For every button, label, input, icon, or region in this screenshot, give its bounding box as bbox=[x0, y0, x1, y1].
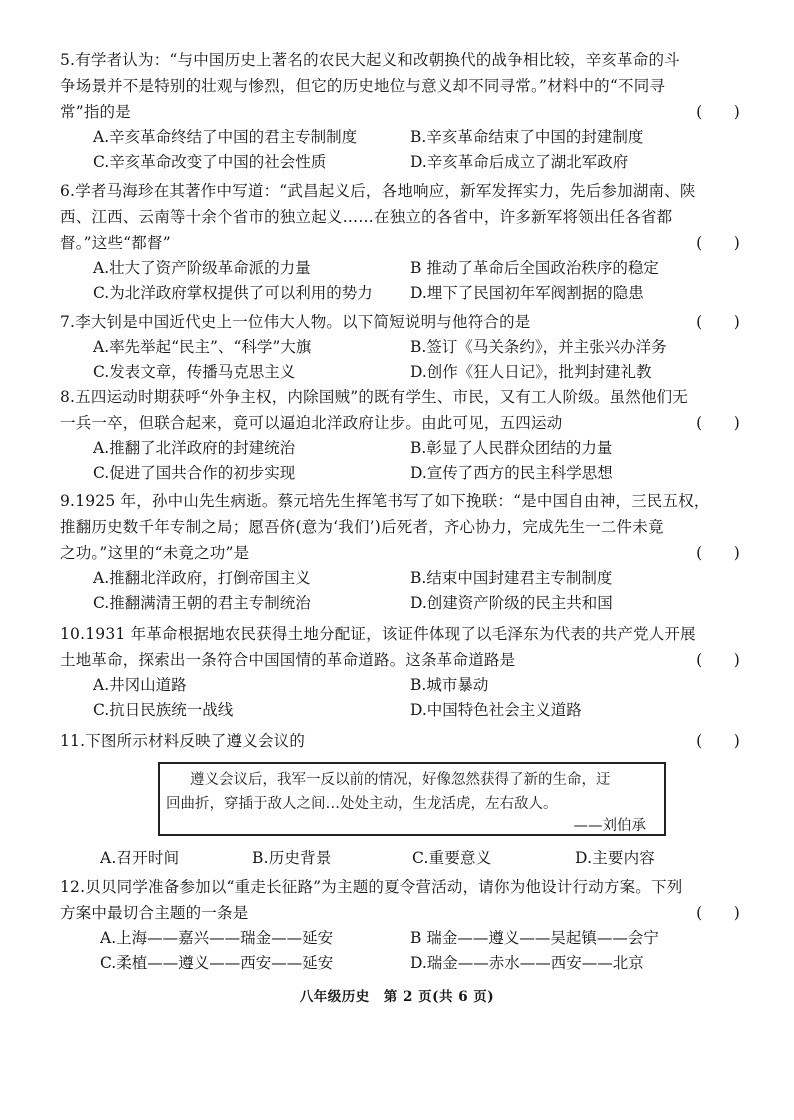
question-10-line-1: 10.1931 年革命根据地农民获得土地分配证，该证件体现了以毛泽东为代表的共产党人开展 bbox=[60, 625, 696, 643]
question-12-option-b[interactable]: B 瑞金——遵义——吴起镇——会宁 bbox=[410, 929, 659, 947]
question-5-line-3-text: 常”指的是 bbox=[60, 103, 131, 121]
question-11-options bbox=[60, 845, 740, 871]
question-11-line-1-text: 11.下图所示材料反映了遵义会议的 bbox=[60, 732, 306, 750]
question-7-options bbox=[60, 335, 740, 385]
question-7-option-b[interactable]: B.签订《马关条约》，并主张兴办洋务 bbox=[410, 338, 667, 356]
question-9-line-1: 9.1925 年，孙中山先生病逝。蔡元培先生挥笔书写了如下挽联：“是中国自由神，三民五权， bbox=[60, 492, 710, 510]
answer-paren: ( ) bbox=[696, 544, 740, 562]
question-8-line-2-text: 一兵一卒，但联合起来，竟可以逼迫北洋政府让步。由此可见，五四运动 bbox=[60, 414, 563, 432]
question-6-option-d[interactable]: D.埋下了民国初年军阀割据的隐患 bbox=[410, 284, 644, 302]
question-6-line-3-text: 督。”这些“都督” bbox=[60, 234, 171, 252]
question-12-option-c[interactable]: C.柔植——遵义——西安——延安 bbox=[100, 954, 334, 972]
question-5-line-3 bbox=[60, 99, 740, 125]
question-12-option-a[interactable]: A.上海——嘉兴——瑞金——延安 bbox=[100, 929, 334, 947]
question-8-option-b[interactable]: B.彰显了人民群众团结的力量 bbox=[410, 439, 613, 457]
question-6-line-2: 西、江西、云南等十余个省市的独立起义……在独立的各省中，许多新军将领出任各省都 bbox=[60, 208, 673, 226]
question-8-option-d[interactable]: D.宣传了西方的民主科学思想 bbox=[410, 464, 613, 482]
quote-line-1: 遵义会议后，我军一反以前的情况，好像忽然获得了新的生命，迂 bbox=[190, 772, 611, 788]
question-9-line-2: 推翻历史数千年专制之局；愿吾侪(意为‘我们’)后死者，齐心协力，完成先生一二件未竟 bbox=[60, 518, 664, 536]
question-9-options bbox=[60, 566, 740, 616]
question-6-options bbox=[60, 256, 740, 306]
question-10-options bbox=[60, 673, 740, 723]
question-5-line-2: 争场景并不是特别的壮观与惨烈，但它的历史地位与意义却不同寻常。”材料中的“不同寻 bbox=[60, 77, 666, 95]
page-footer: 八年级历史 第 2 页(共 6 页) bbox=[299, 989, 495, 1005]
question-10-line-2-text: 土地革命，探索出一条符合中国国情的革命道路。这条革命道路是 bbox=[60, 651, 516, 669]
question-6-option-c[interactable]: C.为北洋政府掌权提供了可以利用的势力 bbox=[93, 284, 373, 302]
question-12-line-2 bbox=[60, 900, 740, 926]
question-11-option-a[interactable]: A.召开时间 bbox=[100, 849, 180, 867]
question-5-option-a[interactable]: A.辛亥革命终结了中国的君主专制制度 bbox=[93, 128, 358, 146]
question-10-option-a[interactable]: A.井冈山道路 bbox=[93, 676, 187, 694]
question-7-option-a[interactable]: A.率先举起“民主”、“科学”大旗 bbox=[93, 338, 312, 356]
question-10-option-b[interactable]: B.城市暴动 bbox=[410, 676, 489, 694]
question-10-line-2 bbox=[60, 647, 740, 673]
question-6-line-3 bbox=[60, 230, 740, 256]
answer-paren: ( ) bbox=[696, 414, 740, 432]
question-8-option-c[interactable]: C.促进了国共合作的初步实现 bbox=[93, 464, 296, 482]
question-7-line-1 bbox=[60, 309, 740, 335]
question-12-option-d[interactable]: D.瑞金——赤水——西安——北京 bbox=[410, 954, 644, 972]
question-5-option-c[interactable]: C.辛亥革命改变了中国的社会性质 bbox=[93, 153, 327, 171]
quote-author: ——刘伯承 bbox=[573, 818, 646, 834]
question-7-line-1-text: 7.李大钊是中国近代史上一位伟大人物。以下简短说明与他符合的是 bbox=[60, 313, 531, 331]
question-9-line-3 bbox=[60, 540, 740, 566]
quote-line-2: 回曲折，穿插于敌人之间…处处主动，生龙活虎，左右敌人。 bbox=[166, 796, 558, 812]
question-7-option-d[interactable]: D.创作《狂人日记》，批判封建礼教 bbox=[410, 363, 652, 381]
question-5-line-1: 5.有学者认为：“与中国历史上著名的农民大起义和改朝换代的战争相比较，辛亥革命的斗 bbox=[60, 51, 680, 69]
question-8-option-a[interactable]: A.推翻了北洋政府的封建统治 bbox=[93, 439, 296, 457]
question-11-option-d[interactable]: D.主要内容 bbox=[575, 849, 656, 867]
question-10-option-c[interactable]: C.抗日民族统一战线 bbox=[93, 701, 234, 719]
question-7-option-c[interactable]: C.发表文章，传播马克思主义 bbox=[93, 363, 296, 381]
answer-paren: ( ) bbox=[696, 904, 740, 922]
answer-paren: ( ) bbox=[696, 651, 740, 669]
question-9-option-d[interactable]: D.创建资产阶级的民主共和国 bbox=[410, 594, 613, 612]
answer-paren: ( ) bbox=[696, 234, 740, 252]
question-9 bbox=[60, 488, 740, 616]
question-9-option-c[interactable]: C.推翻满清王朝的君主专制统治 bbox=[93, 594, 311, 612]
question-7 bbox=[60, 309, 740, 385]
question-12-options bbox=[60, 926, 740, 976]
question-8 bbox=[60, 384, 740, 486]
question-9-line-3-text: 之功。”这里的“未竟之功”是 bbox=[60, 544, 250, 562]
question-11-option-b[interactable]: B.历史背景 bbox=[252, 849, 332, 867]
question-6-line-1: 6.学者马海珍在其著作中写道：“武昌起义后，各地响应，新军发挥实力，先后参加湖南、陕 bbox=[60, 182, 696, 200]
question-8-line-1: 8.五四运动时期获呼“外争主权，内除国贼”的既有学生、市民，又有工人阶级。虽然他们无 bbox=[60, 388, 689, 406]
question-5-option-d[interactable]: D.辛亥革命后成立了湖北军政府 bbox=[410, 153, 629, 171]
question-6-option-a[interactable]: A.壮大了资产阶级革命派的力量 bbox=[93, 259, 311, 277]
question-12-line-1: 12.贝贝同学准备参加以“重走长征路”为主题的夏令营活动，请你为他设计行动方案。下列 bbox=[60, 878, 683, 896]
quote-box bbox=[158, 762, 666, 836]
question-5 bbox=[60, 47, 740, 175]
question-12 bbox=[60, 874, 740, 976]
question-5-options bbox=[60, 125, 740, 175]
question-11-line-1 bbox=[60, 728, 740, 754]
question-10 bbox=[60, 621, 740, 723]
question-8-options bbox=[60, 436, 740, 486]
question-5-option-b[interactable]: B.辛亥革命结束了中国的封建制度 bbox=[410, 128, 644, 146]
question-9-option-a[interactable]: A.推翻北洋政府，打倒帝国主义 bbox=[93, 569, 311, 587]
question-6-option-b[interactable]: B 推动了革命后全国政治秩序的稳定 bbox=[410, 259, 659, 277]
question-10-option-d[interactable]: D.中国特色社会主义道路 bbox=[410, 701, 582, 719]
question-11 bbox=[60, 728, 740, 754]
answer-paren: ( ) bbox=[696, 103, 740, 121]
question-9-option-b[interactable]: B.结束中国封建君主专制制度 bbox=[410, 569, 613, 587]
question-8-line-2 bbox=[60, 410, 740, 436]
answer-paren: ( ) bbox=[696, 732, 740, 750]
answer-paren: ( ) bbox=[696, 313, 740, 331]
question-11-option-c[interactable]: C.重要意义 bbox=[412, 849, 492, 867]
question-12-line-2-text: 方案中最切合主题的一条是 bbox=[60, 904, 249, 922]
question-6 bbox=[60, 178, 740, 306]
